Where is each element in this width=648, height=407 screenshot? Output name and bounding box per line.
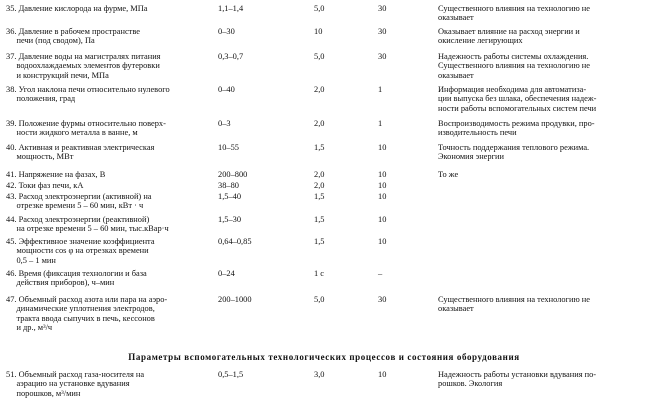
parameter-note <box>438 370 646 389</box>
measurement-range: 200–800 <box>218 170 248 179</box>
parameter-name-line: 38. Угол наклона печи относительно нулевого <box>6 85 170 94</box>
accuracy-value: 2,0 <box>314 181 325 190</box>
parameter-name-line: положения, град <box>6 94 76 104</box>
measurement-range: 200–1000 <box>218 295 252 304</box>
parameter-note-line: ции выпуска без шлака, обеспечения надеж- <box>438 94 597 104</box>
parameter-name-line: 43. Расход электроэнергии (активной) на <box>6 192 152 201</box>
parameter-note-line: Точность поддержания теплового режима. <box>438 143 590 152</box>
parameter-note <box>438 119 646 138</box>
parameter-name-line: на отрезке времени 5 – 60 мин, тыс.кВар·ч <box>6 224 169 234</box>
parameter-name-line: 35. Давление кислорода на фурме, МПа <box>6 4 148 13</box>
polling-period: 1 <box>378 85 383 94</box>
parameter-note-line: Информация необходима для автоматиза- <box>438 85 587 94</box>
measurement-range: 1,5–40 <box>218 192 242 201</box>
parameter-note-line: Надежность работы установки вдувания по- <box>438 370 597 379</box>
parameter-name <box>6 215 216 234</box>
measurement-range: 0,3–0,7 <box>218 52 244 61</box>
parameter-name <box>6 143 216 162</box>
measurement-range: 38–80 <box>218 181 239 190</box>
accuracy-value: 1,5 <box>314 237 325 246</box>
parameter-note <box>438 170 646 179</box>
polling-period: 30 <box>378 52 387 61</box>
parameter-note <box>438 52 646 80</box>
parameter-name-line: 45. Эффективное значение коэффициента <box>6 237 155 246</box>
parameter-note-line: окисление легирующих <box>438 36 523 46</box>
parameter-name-line: водоохлаждаемых элементов футеровки <box>6 61 160 71</box>
polling-period: 10 <box>378 143 387 152</box>
parameter-name-line: ности жидкого металла в ванне, м <box>6 128 138 138</box>
parameter-name <box>6 119 216 138</box>
polling-period: – <box>378 269 383 278</box>
accuracy-value: 1 с <box>314 269 324 278</box>
parameter-name-line: динамические уплотнения электродов, <box>6 304 155 314</box>
parameter-note-line: Существенного влияния на технологию не <box>438 4 591 13</box>
parameter-name-line: 46. Время (фиксация технологии и база <box>6 269 147 278</box>
measurement-range: 1,1–1,4 <box>218 4 244 13</box>
measurement-range: 10–55 <box>218 143 239 152</box>
polling-period: 30 <box>378 27 387 36</box>
parameter-note-line: То же <box>438 170 459 179</box>
parameter-note-line: оказывает <box>438 13 474 23</box>
polling-period: 10 <box>378 192 387 201</box>
parameter-name-line: тракта ввода сыпучих в печь, кессонов <box>6 313 155 323</box>
measurement-range: 0,64–0,85 <box>218 237 252 246</box>
parameter-note-line: Оказывает влияние на расход энергии и <box>438 27 580 36</box>
polling-period: 10 <box>378 237 387 246</box>
parameter-name <box>6 237 216 265</box>
parameter-note-line: ности работы вспомогательных систем печи <box>438 103 597 113</box>
accuracy-value: 1,5 <box>314 143 325 152</box>
parameter-name-line: печи (под сводом), Па <box>6 36 95 46</box>
parameter-name <box>6 370 216 398</box>
parameter-name <box>6 295 216 333</box>
parameter-name-line: и конструкций печи, МПа <box>6 70 109 80</box>
parameter-name-line: аэрацию на установке вдувания <box>6 379 130 389</box>
parameter-name-line: 42. Токи фаз печи, кА <box>6 181 84 190</box>
accuracy-value: 1,5 <box>314 215 325 224</box>
accuracy-value: 2,0 <box>314 85 325 94</box>
polling-period: 1 <box>378 119 383 128</box>
accuracy-value: 5,0 <box>314 52 325 61</box>
parameter-note-line: Воспроизводимость режима продувки, про- <box>438 119 595 128</box>
polling-period: 10 <box>378 181 387 190</box>
parameter-name-line: и др., м³/ч <box>6 323 53 333</box>
parameter-name-line: мощность, МВт <box>6 152 74 162</box>
parameter-name <box>6 52 216 80</box>
parameter-name-line: 40. Активная и реактивная электрическая <box>6 143 155 152</box>
parameter-note-line: Экономия энергии <box>438 152 504 162</box>
polling-period: 10 <box>378 370 387 379</box>
polling-period: 10 <box>378 170 387 179</box>
parameter-note-line: Существенного влияния на технологию не <box>438 295 591 304</box>
parameter-name-line: 37. Давление воды на магистралях питания <box>6 52 161 61</box>
parameter-name-line: 51. Объемный расход газа-носителя на <box>6 370 145 379</box>
parameter-name <box>6 4 216 13</box>
accuracy-value: 3,0 <box>314 370 325 379</box>
parameter-name-line: отрезке времени 5 – 60 мин, кВт · ч <box>6 201 144 211</box>
measurement-range: 0–30 <box>218 27 235 36</box>
measurement-range: 1,5–30 <box>218 215 242 224</box>
parameter-name-line: порошков, м³/мин <box>6 388 81 398</box>
parameter-name <box>6 170 216 179</box>
parameter-name <box>6 192 216 211</box>
accuracy-value: 2,0 <box>314 119 325 128</box>
parameter-name <box>6 181 216 190</box>
parameter-name-line: 47. Объемный расход азота или пара на аэро- <box>6 295 168 304</box>
parameter-note <box>438 4 646 23</box>
parameter-note-line: рошков. Экология <box>438 379 503 389</box>
measurement-range: 0–40 <box>218 85 235 94</box>
parameter-note <box>438 27 646 46</box>
section-heading: Параметры вспомогательных технологических процессов и состояния оборудования <box>128 352 520 362</box>
parameter-note <box>438 85 646 113</box>
parameter-note <box>438 295 646 314</box>
measurement-range: 0,5–1,5 <box>218 370 244 379</box>
parameter-note-line: Надежность работы системы охлаждения. <box>438 52 589 61</box>
parameter-name-line: 39. Положение фурмы относительно поверх- <box>6 119 166 128</box>
accuracy-value: 10 <box>314 27 323 36</box>
accuracy-value: 2,0 <box>314 170 325 179</box>
parameter-name-line: 44. Расход электроэнергии (реактивной) <box>6 215 150 224</box>
accuracy-value: 5,0 <box>314 4 325 13</box>
parameter-name-line: 0,5 – 1 мин <box>6 255 56 265</box>
parameter-name-line: 41. Напряжение на фазах, В <box>6 170 106 179</box>
parameter-name-line: мощности cos φ на отрезках времени <box>6 246 149 256</box>
measurement-range: 0–3 <box>218 119 231 128</box>
parameter-note-line: оказывает <box>438 304 474 314</box>
parameter-name <box>6 27 216 46</box>
polling-period: 30 <box>378 4 387 13</box>
parameter-name <box>6 269 216 288</box>
polling-period: 10 <box>378 215 387 224</box>
accuracy-value: 1,5 <box>314 192 325 201</box>
accuracy-value: 5,0 <box>314 295 325 304</box>
parameter-note-line: изводительность печи <box>438 128 517 138</box>
parameter-name-line: 36. Давление в рабочем пространстве <box>6 27 140 36</box>
parameter-name-line: действия приборов), ч–мин <box>6 278 115 288</box>
parameter-name <box>6 85 216 104</box>
parameter-note <box>438 143 646 162</box>
parameter-note-line: Существенного влияния на технологию не <box>438 61 591 71</box>
polling-period: 30 <box>378 295 387 304</box>
parameter-note-line: оказывает <box>438 70 474 80</box>
measurement-range: 0–24 <box>218 269 235 278</box>
